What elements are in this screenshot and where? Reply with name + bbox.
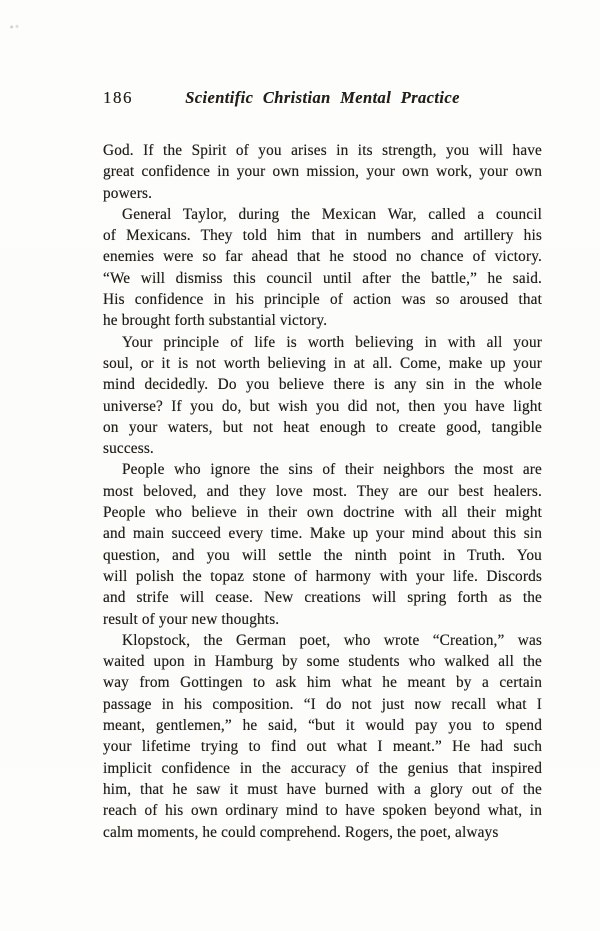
text-line: Klopstock, the German poet, who wrote “Creation,” was xyxy=(122,631,542,649)
text-line: enemies were so far ahead that he stood no chance of victory. xyxy=(103,248,542,266)
text-line: result of your new thoughts. xyxy=(103,610,280,628)
text-line: His confidence in his principle of action was so aroused that xyxy=(103,291,542,309)
text-line: People who ignore the sins of their neighbors the most are xyxy=(122,461,542,479)
text-line: General Taylor, during the Mexican War, called a council xyxy=(122,205,542,223)
scan-artifact xyxy=(8,24,20,30)
text-line: waited upon in Hamburg by some students who walked all the xyxy=(103,653,542,671)
text-line: implicit confidence in the accuracy of the genius that inspired xyxy=(103,759,542,777)
text-line: passage in his composition. “I do not just now recall what I xyxy=(103,695,542,713)
text-line: mind decidedly. Do you believe there is any sin in the whole xyxy=(103,376,542,394)
text-line: Your principle of life is worth believing in with all your xyxy=(122,333,542,351)
text-line: on your waters, but not heat enough to create good, tangible xyxy=(103,418,542,436)
text-line: will polish the topaz stone of harmony with your life. Discords xyxy=(103,567,542,585)
text-line: universe? If you do, but wish you did not, then you have light xyxy=(103,397,542,415)
text-line: God. If the Spirit of you arises in its strength, you will have xyxy=(103,142,542,159)
running-title: Scientific Christian Mental Practice xyxy=(185,88,460,107)
text-line: your lifetime trying to find out what I meant.” He had such xyxy=(103,738,542,756)
text-line: reach of his own ordinary mind to have spoken beyond what, in xyxy=(103,802,542,820)
text-line: and strife will cease. New creations will spring forth as the xyxy=(103,589,542,607)
text-line: success. xyxy=(103,440,154,458)
text-line: he brought forth substantial victory. xyxy=(103,312,328,330)
text-line: People who believe in their own doctrine with all their might xyxy=(103,504,542,522)
text-line: him, that he saw it must have burned with a glory out of the xyxy=(103,780,542,798)
text-line: calm moments, he could comprehend. Rogers, the poet, always xyxy=(103,823,499,841)
paragraph xyxy=(103,332,542,460)
text-line: meant, gentlemen,” he said, “but it would pay you to spend xyxy=(103,717,542,735)
text-line: most beloved, and they love most. They are our best healers. xyxy=(103,482,542,500)
text-line: of Mexicans. They told him that in numbers and artillery his xyxy=(103,227,542,245)
text-line: “We will dismiss this council until after the battle,” he said. xyxy=(103,269,542,287)
text-line: way from Gottingen to ask him what he meant by a certain xyxy=(103,674,542,692)
text-line: and main succeed every time. Make up your mind about this sin xyxy=(103,525,542,543)
page-number: 186 xyxy=(103,88,133,107)
paragraph xyxy=(103,459,542,629)
paragraph xyxy=(103,630,542,843)
page-body xyxy=(103,140,542,843)
text-line: powers. xyxy=(103,184,153,202)
text-line: great confidence in your own mission, your own work, your own xyxy=(103,163,542,181)
text-line: soul, or it is not worth believing in at all. Come, make up your xyxy=(103,354,542,372)
paragraph xyxy=(103,140,542,204)
paragraph xyxy=(103,204,542,332)
text-line: question, and you will settle the ninth point in Truth. You xyxy=(103,546,542,564)
page-header xyxy=(103,88,542,110)
